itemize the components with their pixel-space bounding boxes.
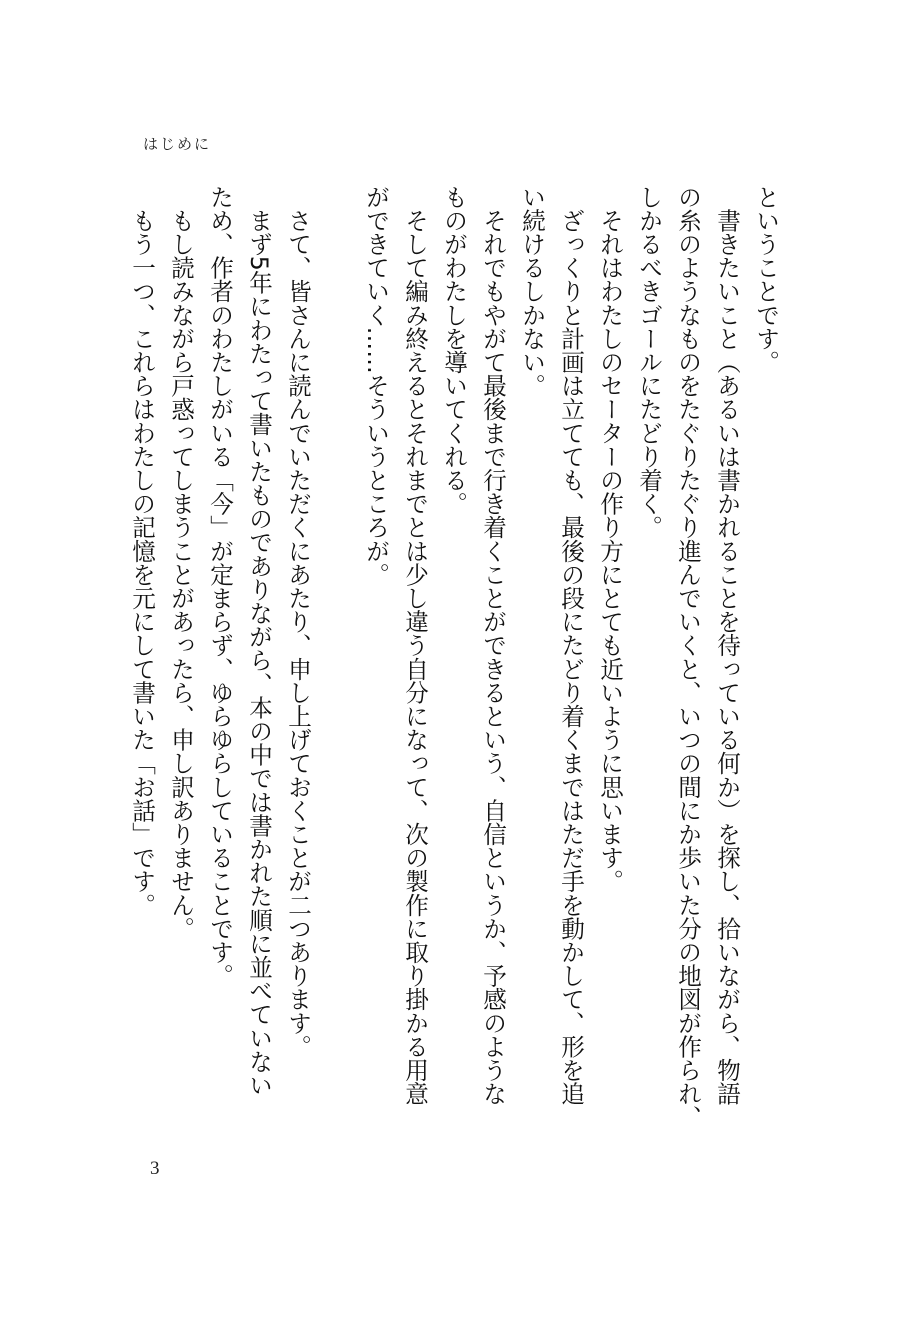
text-line: もし読みながら戸惑ってしまうことがあったら、申し訳ありません。 — [167, 185, 195, 941]
text-line: ということです。 — [752, 185, 780, 374]
text-line: そして編み終えるとそれまでとは少し違う自分になって、次の製作に取り掛かる用意 — [401, 185, 429, 1106]
text-line: ができていく……そういうところが。 — [362, 185, 390, 587]
text-line: しかるべきゴールにたどり着く。 — [635, 185, 663, 539]
body-text — [105, 185, 785, 1129]
text-line: 書きたいこと（あるいは書かれることを待っている何か）を探し、拾いながら、物語 — [713, 185, 741, 1106]
running-head: はじめに — [143, 135, 212, 153]
text-line: ものがわたしを導いてくれる。 — [440, 185, 468, 516]
text-line: ざっくりと計画は立てても、最後の段にたどり着くまではただ手を動かして、形を追 — [557, 185, 585, 1106]
text-line: さて、皆さんに読んでいただくにあたり、申し上げておくことが二つあります。 — [284, 185, 312, 1059]
page-number: 3 — [150, 1158, 160, 1179]
text-line: の糸のようなものをたぐりたぐり進んでいくと、いつの間にか歩いた分の地図が作られ、 — [674, 185, 702, 1129]
blank-line — [317, 185, 356, 1115]
text-line: ため、作者のわたしがいる「今」が定まらず、ゆらゆらしていることです。 — [206, 185, 234, 988]
text-line: まず5年にわたって書いたものでありながら、本の中では書かれた順に並べていない — [245, 185, 273, 1097]
text-line: い続けるしかない。 — [518, 185, 546, 398]
text-line: それでもやがて最後まで行き着くことができるという、自信というか、予感のような — [479, 185, 507, 1106]
text-line: もう一つ、これらはわたしの記憶を元にして書いた「お話」です。 — [128, 185, 156, 917]
text-line: それはわたしのセーターの作り方にとても近いように思います。 — [596, 185, 624, 893]
